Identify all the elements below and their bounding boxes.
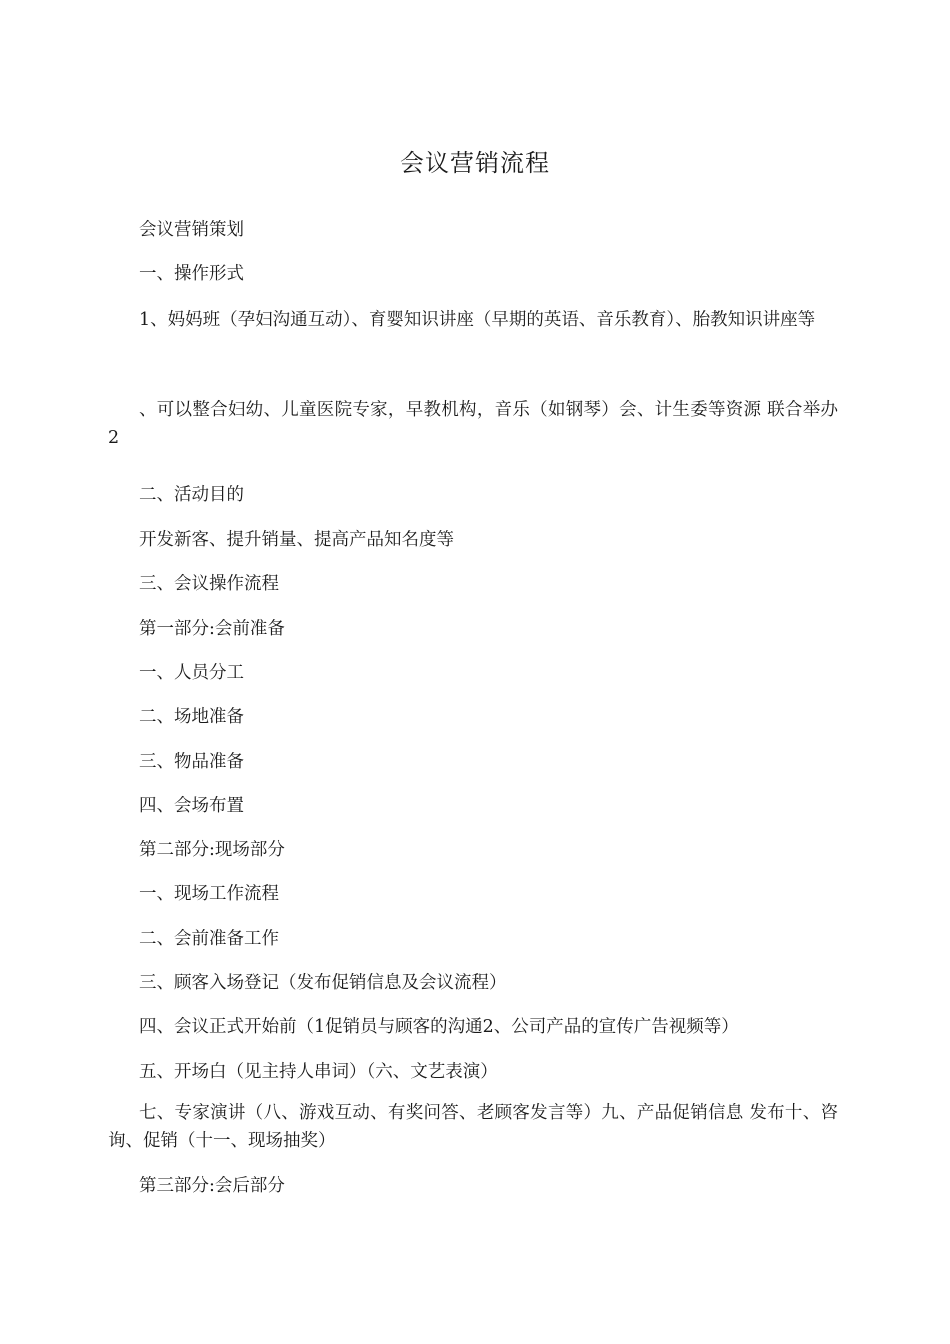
paragraph: 、可以整合妇幼、儿童医院专家，早教机构，音乐（如钢琴）会、计生委等资源 联合举办2: [108, 400, 838, 448]
paragraph: 第一部分:会前准备: [139, 619, 285, 639]
paragraph: 四、会议正式开始前（1促销员与顾客的沟通2、公司产品的宣传广告视频等）: [139, 1017, 739, 1037]
paragraph: 五、开场白（见主持人串词）（六、文艺表演）: [139, 1062, 498, 1082]
paragraph: 一、现场工作流程: [139, 884, 279, 904]
paragraph: 第三部分:会后部分: [139, 1176, 285, 1196]
paragraph: 三、顾客入场登记（发布促销信息及会议流程）: [139, 973, 507, 993]
paragraph: 开发新客、提升销量、提高产品知名度等: [139, 530, 454, 550]
paragraph: 第二部分:现场部分: [139, 840, 285, 860]
paragraph: 二、场地准备: [139, 707, 244, 727]
paragraph: 三、物品准备: [139, 752, 244, 772]
paragraph: 四、会场布置: [139, 796, 244, 816]
paragraph: 1、妈妈班（孕妇沟通互动）、育婴知识讲座（早期的英语、音乐教育）、胎教知识讲座等: [139, 310, 816, 330]
paragraph: 一、人员分工: [139, 663, 244, 683]
paragraph: 七、专家演讲（八、游戏互动、有奖问答、老顾客发言等）九、产品促销信息 发布十、咨询、促销（十一、现场抽奖）: [108, 1103, 838, 1151]
paragraph: 二、活动目的: [139, 485, 244, 505]
paragraph: 会议营销策划: [139, 220, 244, 240]
paragraph: 二、会前准备工作: [139, 929, 279, 949]
document-title: 会议营销流程: [400, 149, 550, 177]
paragraph: 三、会议操作流程: [139, 574, 279, 594]
paragraph: 一、操作形式: [139, 264, 244, 284]
